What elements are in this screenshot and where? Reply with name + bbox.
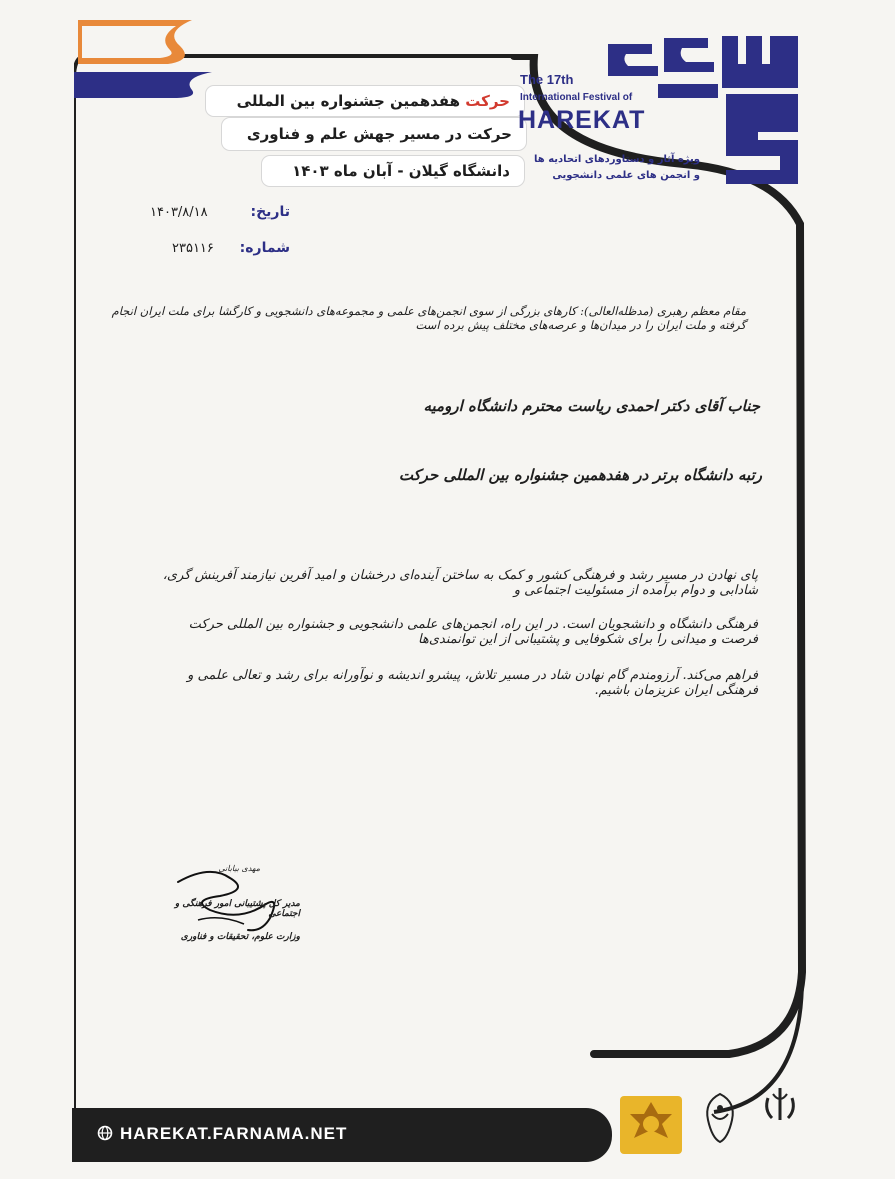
signer-title-2: وزارت علوم، تحقیقات و فناوری	[180, 932, 300, 942]
number-label: شماره:	[239, 240, 290, 256]
festival-fa-sub1: ویژه آثار و دستاوردهای اتحادیه ها	[534, 154, 700, 165]
festival-en-edition: The 17th	[520, 72, 574, 87]
salutation: جناب آقای دکتر احمدی ریاست محترم دانشگاه ارومیه	[423, 397, 760, 415]
orange-emblem-icon	[618, 1094, 684, 1156]
body-line: فرهنگی دانشگاه و دانشجویان است. در این راه، انجمن‌های علمی دانشجویی و جشنواره بین المللی حرکت فرصت و میدانی را برای شکوفایی و پشتیبانی از این توانمندی‌ها	[188, 617, 758, 647]
body-line: فراهم می‌کند. آرزومندم گام نهادن شاد در مسیر تلاش، پیشرو اندیشه و نوآورانه برای رشد و تعالی علمی و فرهنگی ایران عزیزمان باشیم.	[187, 668, 758, 698]
header-line-theme: حرکت در مسیر جهش علم و فناوری	[222, 118, 526, 150]
letter-subject: رتبه دانشگاه برتر در هفدهمین جشنواره بین المللی حرکت	[398, 466, 762, 484]
leader-quote: مقام معظم رهبری (مدظله‌العالی): کارهای بزرگی از سوی انجمن‌های علمی و مجموعه‌های دانشجویی و کارگشا برای ملت ایران انجام گرفته و ملت ایران را در میدان‌ها و عرصه‌های مختلف پیش برده است	[111, 304, 746, 332]
header-line1-prefix: هفدهمین جشنواره بین المللی	[236, 92, 461, 110]
globe-icon	[97, 1125, 113, 1141]
signer-name: مهدی بیابانی	[218, 864, 260, 873]
header-highlight: حرکت	[465, 92, 510, 110]
festival-fa-sub2: و انجمن های علمی دانشجویی	[552, 170, 700, 181]
signer-title-1: مدیر کل پشتیبانی امور فرهنگی و اجتماعی	[174, 899, 300, 919]
date-value: ۱۴۰۳/۸/۱۸	[150, 205, 208, 220]
iran-emblem-icon	[760, 1084, 800, 1128]
website-link[interactable]: HAREKAT.FARNAMA.NET	[120, 1124, 348, 1143]
festival-en-subtitle: International Festival of	[520, 92, 633, 103]
number-value: ۲۳۵۱۱۶	[172, 241, 214, 256]
body-line: پای نهادن در مسیر رشد و فرهنگی کشور و کمک به ساختن آینده‌ای درخشان و امید آفرین نیازمند آفرینش گری، شادابی و دوام برآمده از مسئولیت اجتماعی و	[162, 568, 758, 598]
header-line-venue: دانشگاه گیلان - آبان ماه ۱۴۰۳	[262, 156, 524, 186]
university-emblem-icon	[696, 1090, 744, 1146]
top-wave-decoration	[72, 14, 212, 100]
date-label: تاریخ:	[250, 204, 290, 220]
festival-en-name: HAREKAT	[518, 106, 646, 134]
header-line-festival	[206, 86, 524, 116]
